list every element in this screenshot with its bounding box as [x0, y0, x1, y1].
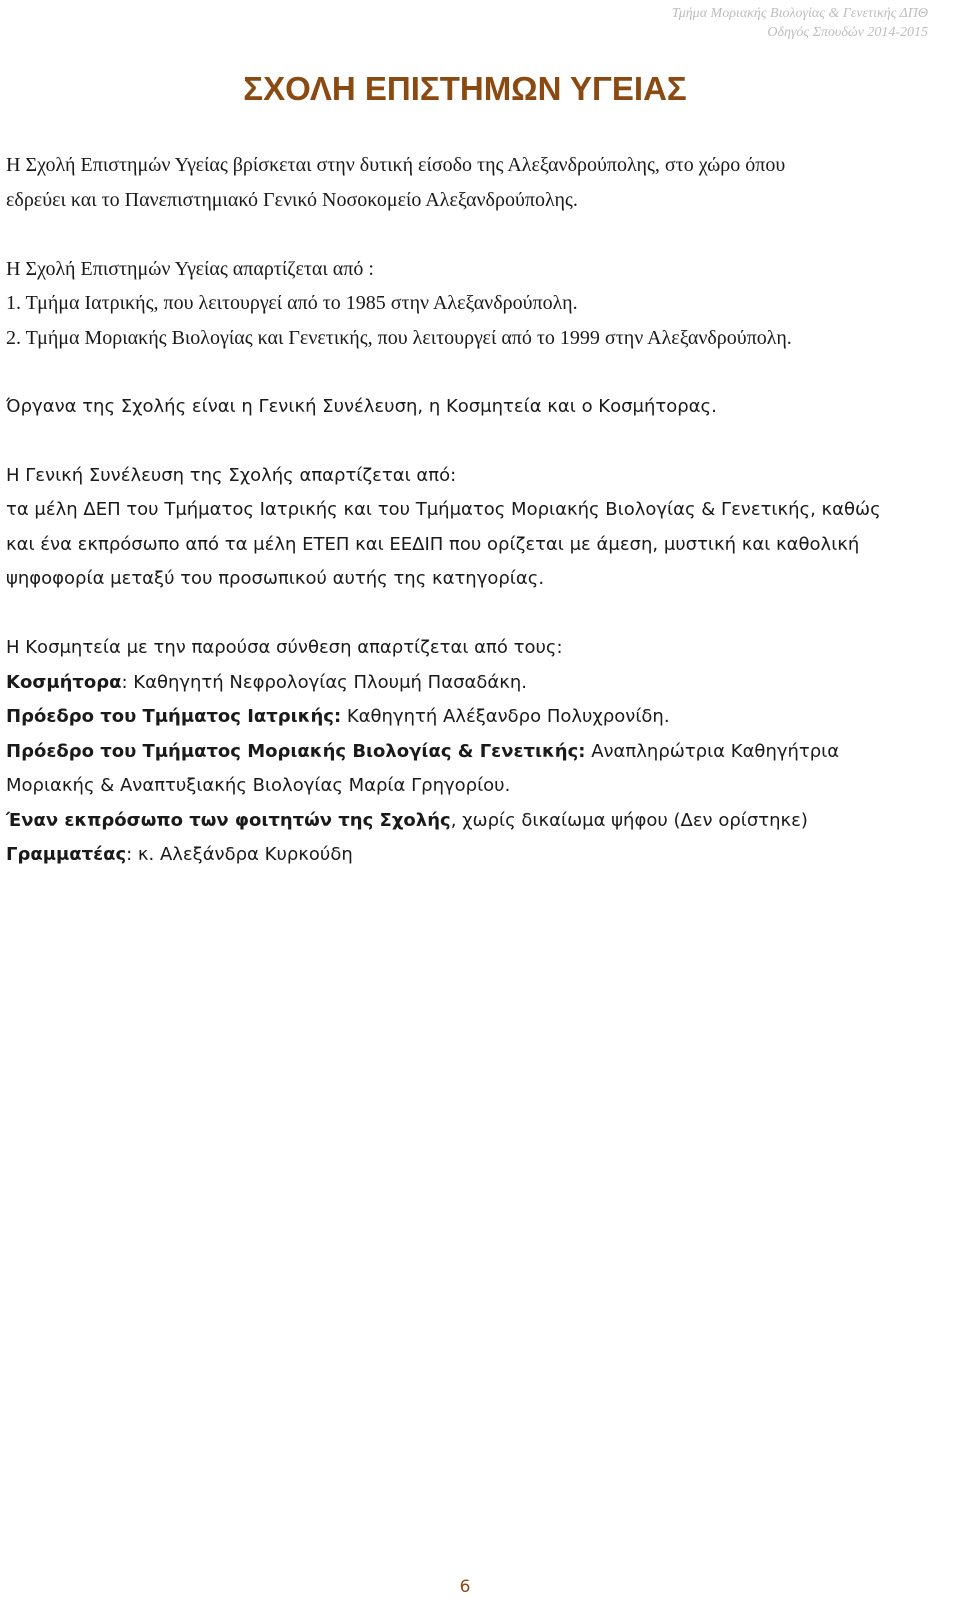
deanery-mbg-chair-cont: Μοριακής & Αναπτυξιακής Βιολογίας Μαρία Γρηγορίου.	[6, 775, 511, 796]
assembly-line-1: τα μέλη ΔΕΠ του Τμήματος Ιατρικής και του Τμήματος Μοριακής Βιολογίας & Γενετικής, καθώς	[6, 499, 881, 520]
running-header	[672, 4, 928, 42]
assembly-line-3: ψηφοφορία μεταξύ του προσωπικού αυτής της κατηγορίας.	[6, 568, 545, 589]
secretary-label: Γραμματέας	[6, 844, 127, 865]
medicine-chair-label: Πρόεδρο του Τμήματος Ιατρικής:	[6, 706, 342, 727]
mbg-chair-value: Αναπληρώτρια Καθηγήτρια	[585, 740, 840, 762]
student-rep-value: , χωρίς δικαίωμα ψήφου (Δεν ορίστηκε)	[450, 809, 808, 831]
deanery-student-rep	[6, 804, 936, 839]
mbg-chair-label: Πρόεδρο του Τμήματος Μοριακής Βιολογίας & Γενετικής:	[6, 740, 586, 762]
deanery-medicine-chair	[6, 700, 936, 735]
intro-line-2: εδρεύει και το Πανεπιστημιακό Γενικό Νοσοκομείο Αλεξανδρούπολης.	[6, 188, 578, 211]
composition-item-1: 1. Τμήμα Ιατρικής, που λειτουργεί από το 1985 στην Αλεξανδρούπολη.	[6, 292, 578, 314]
student-rep-label: Έναν εκπρόσωπο των φοιτητών της Σχολής	[6, 809, 451, 831]
page-title: ΣΧΟΛΗ ΕΠΙΣΤΗΜΩΝ ΥΓΕΙΑΣ	[243, 70, 687, 107]
deanery-mbg-chair	[6, 735, 936, 770]
document-body	[6, 148, 936, 873]
deanery-dean	[6, 666, 936, 701]
assembly-heading: Η Γενική Συνέλευση της Σχολής απαρτίζεται από:	[6, 464, 457, 486]
intro-line-1: Η Σχολή Επιστημών Υγείας βρίσκεται στην δυτική είσοδο της Αλεξανδρούπολης, στο χώρο όπου	[6, 154, 786, 176]
header-guide-year: Οδηγός Σπουδών 2014-2015	[767, 25, 928, 40]
organs-paragraph: Όργανα της Σχολής είναι η Γενική Συνέλευση, η Κοσμητεία και ο Κοσμήτορας.	[6, 395, 717, 417]
deanery-secretary	[6, 838, 936, 873]
deanery-heading: Η Κοσμητεία με την παρούσα σύνθεση απαρτίζεται από τους:	[6, 637, 563, 658]
assembly-line-2: και ένα εκπρόσωπο από τα μέλη ΕΤΕΠ και ΕΕΔΙΠ που ορίζεται με άμεση, μυστική και καθολική	[6, 533, 860, 555]
page-number: 6	[459, 1577, 471, 1597]
medicine-chair-value: Καθηγητή Αλέξανδρο Πολυχρονίδη.	[341, 706, 670, 727]
composition-heading: Η Σχολή Επιστημών Υγείας απαρτίζεται από :	[6, 257, 374, 280]
secretary-value: : κ. Αλεξάνδρα Κυρκούδη	[126, 844, 353, 865]
dean-value: : Καθηγητή Νεφρολογίας Πλουμή Πασαδάκη.	[121, 671, 527, 693]
dean-label: Κοσμήτορα	[6, 671, 122, 693]
composition-item-2: 2. Τμήμα Μοριακής Βιολογίας και Γενετικής, που λειτουργεί από το 1999 στην Αλεξανδρούπολη.	[6, 326, 792, 349]
header-department: Τμήμα Μοριακής Βιολογίας & Γενετικής ΔΠΘ	[671, 6, 928, 21]
